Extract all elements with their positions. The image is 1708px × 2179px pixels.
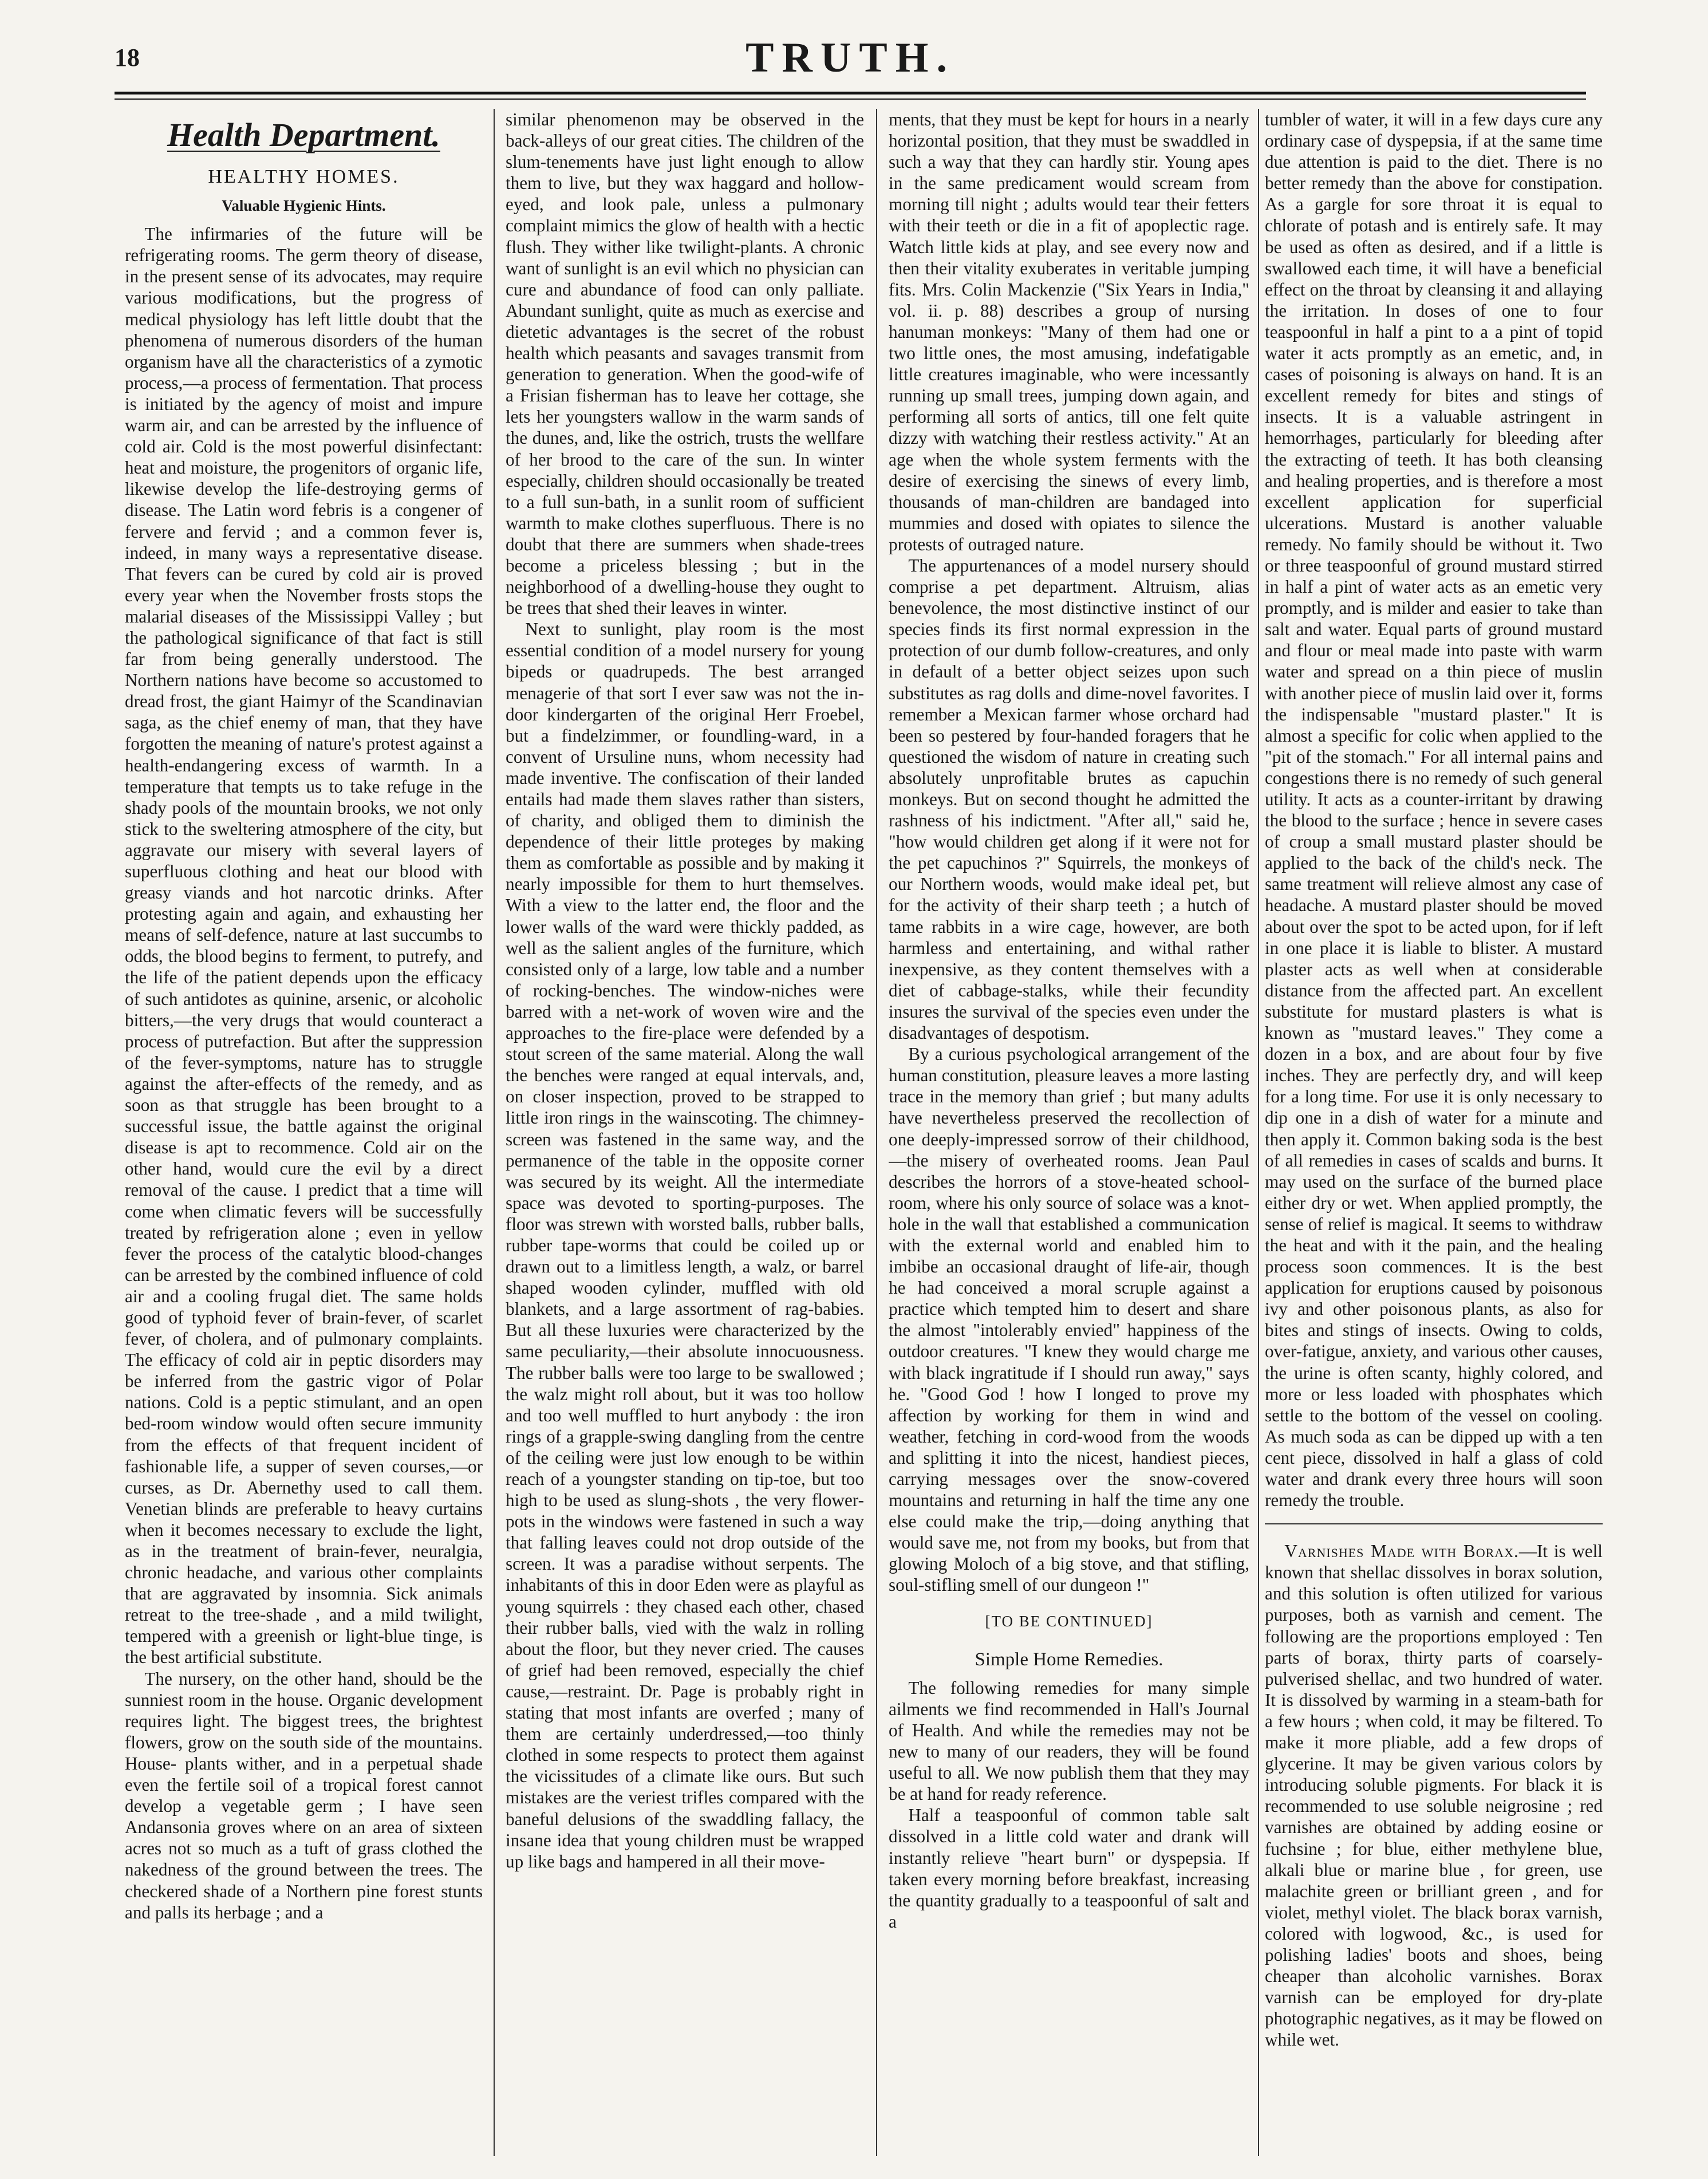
paragraph: The nursery, on the other hand, should be the sunniest room in the house. Organic development requires light. The biggest trees, the brightest flowers, grow on the south side of the mountains. House- plants wither, and in a perpetual shade even the fertile soil of a tropical forest cannot develop a vegetable germ ; I have seen Andansonia groves where on an area of sixteen acres not so much as a tuft of grass clothed the nakedness of the ground between the trees. The checkered shade of a Northern pine forest stunts and palls its herbage ; and a <box>125 1668 483 1922</box>
column-4 <box>1265 109 1603 2145</box>
paragraph-body: —It is well known that shellac dissolves in borax solution, and this solution is often utilized for various purposes, both as varnish and cement. The following are the proportions employed : Ten parts of borax, thirty parts of coarsely-pulverised shellac, and two hundred of water. It is dissolved by warming in a steam-bath for a few hours ; when cold, it may be filtered. To make it more pliable, add a few drops of glycerine. It may be given various colors by introducing soluble pigments. For black it is recommended to use soluble neigrosine ; red varnishes are obtained by adding eosine or fuchsine ; for blue, either methylene blue, alkali blue or marine blue , for green, use malachite green or brilliant green , and for violet, methyl violet. The black borax varnish, colored with logwood, &c., is used for polishing ladies' boots and shoes, being cheaper than alcoholic varnishes. Borax varnish can be employed for dry-plate photographic negatives, as it may be flowed on while wet. <box>1265 1541 1603 2050</box>
column-divider <box>1258 109 1259 2156</box>
paragraph: tumbler of water, it will in a few days cure any ordinary case of dyspepsia, if at the same time due attention is paid to the diet. There is no better remedy than the above for constipation. As a gargle for sore throat it is equal to chlorate of potash and is entirely safe. It may be used as often as desired, and if a little is swallowed each time, it will have a beneficial effect on the throat by cleansing it and allaying the irritation. In doses of one to four teaspoonful in half a pint to a a pint of topid water it acts promptly as an emetic, and, in cases of poisoning is always on hand. It is an excellent remedy for bites and stings of insects. It is a valuable astringent in hemorrhages, particularly for bleeding after the extracting of teeth. It has both cleansing and healing properties, and is therefore a most excellent application for superficial ulcerations. Mustard is another valuable remedy. No family should be without it. Two or three teaspoonful of ground mustard stirred in half a pint of water acts as an emetic very promptly, and is milder and easier to take than salt and water. Equal parts of ground mustard and flour or meal made into paste with warm water and spread on a thin piece of muslin with another piece of muslin laid over it, forms the indispensable "mustard plaster." It is almost a specific for colic when applied to the "pit of the stomach." For all internal pains and congestions there is no remedy of such general utility. It acts as a counter-irritant by drawing the blood to the surface ; hence in severe cases of croup a small mustard plaster should be applied to the back of the child's neck. The same treatment will relieve almost any case of headache. A mustard plaster should be moved about over the spot to be acted upon, for if left in one place it is liable to blister. A mustard plaster acts as well when at considerable distance from the affected part. An excellent substitute for mustard plasters is what is known as "mustard leaves." They come a dozen in a box, and are about four by five inches. They are perfectly dry, and will keep for a long time. For use it is only necessary to dip one in a dish of water for a minute and then apply it. Common baking soda is the best of all remedies in cases of scalds and burns. It may used on the surface of the burned place either dry or wet. When applied promptly, the sense of relief is magical. It seems to withdraw the heat and with it the pain, and the healing process soon commences. It is the best application for eruptions caused by poisonous ivy and other poisonous plants, as also for bites and stings of insects. Owing to colds, over-fatigue, anxiety, and various other causes, the urine is often scanty, highly colored, and more or less loaded with phosphates which settle to the bottom of the vessel on cooling. As much soda as can be dipped up with a ten cent piece, dissolved in half a glass of cold water and drank every three hours will soon remedy the trouble. <box>1265 109 1603 1511</box>
paragraph: By a curious psychological arrangement of the human constitution, pleasure leaves a more lasting trace in the memory than grief ; but many adults have nevertheless preserved the recollection of one deeply-impressed sorrow of their childhood,—the misery of overheated rooms. Jean Paul describes the horrors of a stove-heated school-room, where his only source of solace was a knot-hole in the wall that established a communication with the external world and enabled him to imbibe an occasional draught of life-air, though he had conceived a moral scruple against a practice which tempted him to desert and share the almost "intolerably envied" happiness of the outdoor creatures. "I knew they would charge me with black ingratitude if I should run away," says he. "Good God ! how I longed to prove my affection by working for them in wind and weather, fetching in cord-wood from the woods and splitting it into the nicest, handiest pieces, carrying messages over the snow-covered mountains and returning in half the time any one else could make the trip,—doing anything that would save me, not from my books, but from that glowing Moloch of a big stove, and that stifling, soul-stifling smell of our dungeon !" <box>889 1044 1249 1595</box>
paragraph: ments, that they must be kept for hours in a nearly horizontal position, that they must be swaddled in such a way that they can hardly stir. Young apes in the same predicament would scream from morning till night ; adults would tear their fetters with their teeth or die in a fit of apoplectic rage. Watch little kids at play, and see every now and then their vitality exuberates in veritable jumping fits. Mrs. Colin Mackenzie ("Six Years in India," vol. ii. p. 88) describes a group of nursing hanuman monkeys: "Many of them had one or two little ones, the most amusing, indefatigable little creatures imaginable, who were incessantly running up small trees, jumping down again, and performing all sorts of antics, till one felt quite dizzy with watching their restless activity." At an age when the whole system ferments with the desire of exercising the sinews of every limb, thousands of man-children are bandaged into mummies and dosed with opiates to silence the protests of outraged nature. <box>889 109 1249 554</box>
column-2 <box>506 109 864 2145</box>
paragraph-varnishes <box>1265 1540 1603 2050</box>
paragraph: The following remedies for many simple ailments we find recommended in Hall's Journal of Health. And while the remedies may not be new to many of our readers, they will be found useful to all. We now publish them that they may be at hand for ready reference. <box>889 1677 1249 1804</box>
page-header <box>115 31 1586 86</box>
header-rule <box>115 92 1586 94</box>
masthead-title: TRUTH. <box>745 34 955 81</box>
header-rule-thin <box>115 98 1586 100</box>
section-divider <box>1265 1523 1603 1524</box>
column-divider <box>494 109 495 2156</box>
article-title: HEALTHY HOMES. <box>208 166 400 187</box>
column-3 <box>889 109 1249 2145</box>
to-be-continued-note: [TO BE CONTINUED] <box>985 1612 1153 1630</box>
article-subtitle: Valuable Hygienic Hints. <box>222 197 386 215</box>
page-number: 18 <box>115 44 140 72</box>
department-heading: Health Department. <box>167 116 440 153</box>
paragraph: The appurtenances of a model nursery should comprise a pet department. Altruism, alias benevolence, the most distinctive instinct of our species finds its first normal expression in the protection of our dumb follow-creatures, and only in default of a better object seizes upon such substitutes as rag dolls and dime-novel favorites. I remember a Mexican farmer whose orchard had been so pestered by four-handed foragers that he questioned the wisdom of nature in creating such absolutely unprofitable brutes as capuchin monkeys. But on second thought he admitted the rashness of his indictment. "After all," said he, "how would children get along if it were not for the pet capuchinos ?" Squirrels, the monkeys of our Northern woods, would make ideal pet, but for the activity of their sharp teeth ; a hutch of tame rabbits in a wire cage, however, are both harmless and entertaining, and withal rather inexpensive, as they content themselves with a diet of cabbage-stalks, while their fecundity insures the survival of the species even under the disadvantages of despotism. <box>889 555 1249 1043</box>
paragraph: similar phenomenon may be observed in the back-alleys of our great cities. The children of the slum-tenements have just light enough to allow them to live, but they wax haggard and hollow-eyed, and look pale, unless a pulmonary complaint mimics the glow of health with a hectic flush. They wither like twilight-plants. A chronic want of sunlight is an evil which no physician can cure and abundance of food can only palliate. Abundant sunlight, quite as much as exercise and dietetic advantages is the secret of the robust health which peasants and savages transmit from generation to generation. When the good-wife of a Frisian fisherman has to leave her cottage, she lets her youngsters wallow in the warm sands of the dunes, and, like the ostrich, trusts the wellfare of her brood to the care of the sun. In winter especially, children should occasionally be treated to a full sun-bath, in a sunlit room of sufficient warmth to make clothes superfluous. There is no doubt that there are summers when shade-trees become a priceless blessing ; but in the neighborhood of a dwelling-house they ought to be trees that shed their leaves in winter. <box>506 109 864 618</box>
paragraph: Next to sunlight, play room is the most essential condition of a model nursery for young bipeds or quadrupeds. The best arranged menagerie of that sort I ever saw was not the in-door kindergarten of the original Herr Froebel, but a findelzimmer, or foundling-ward, in a convent of Ursuline nuns, whom necessity had made inventive. The confiscation of their landed entails had made them slaves rather than sisters, of charity, and obliged them to diminish the dependence of their little proteges by making them as comfortable as possible and by making it nearly impossible for them to hurt themselves. With a view to the latter end, the floor and the lower walls of the ward were thickly padded, as well as the salient angles of the furniture, which consisted only of a large, low table and a number of rocking-benches. The window-niches were barred with a net-work of woven wire and the approaches to the fire-place were defended by a stout screen of the same material. Along the wall the benches were ranged at equal intervals, and, on closer inspection, proved to be strapped to little iron rings in the wainscoting. The chimney-screen was fastened in the same way, and the permanence of the table in the opposite corner was secured by its weight. All the intermediate space was devoted to sporting-purposes. The floor was strewn with worsted balls, rubber balls, rubber tape-worms that could be coiled up or drawn out to a limitless length, a walz, or barrel shaped wooden cylinder, muffled with old blankets, and a large assortment of rag-babies. But all these luxuries were characterized by the same peculiarity,—their absolute innocuousness. The rubber balls were too large to be swallowed ; the walz might roll about, but it was too hollow and too well muffled to hurt anybody : the iron rings of a grapple-swing dangling from the centre of the ceiling were just low enough to be within reach of a youngster standing on tip-toe, but too high to be used as slung-shots , the very flower-pots in the windows were fastened in such a way that falling leaves could not drop outside of the screen. It was a paradise without serpents. The inhabitants of this in door Eden were as playful as young squirrels : they chased each other, chased their rubber balls, vied with the walz in rolling about the floor, but they never cried. The causes of grief had been removed, especially the chief cause,—restraint. Dr. Page is probably right in stating that most infants are overfed ; many of them are certainly underdressed,—too thinly clothed in some respects to protect them against the vicissitudes of a climate like ours. But such mistakes are the veriest trifles compared with the baneful delusions of the swaddling fallacy, the insane idea that young children must be wrapped up like bags and hampered in all their move- <box>506 619 864 1871</box>
column-divider <box>876 109 877 2156</box>
section-title: Simple Home Remedies. <box>975 1649 1163 1670</box>
run-in-heading: Varnishes Made with Borax. <box>1284 1541 1519 1562</box>
paragraph: The infirmaries of the future will be refrigerating rooms. The germ theory of disease, in the present sense of its advocates, may require various modifications, but the progress of medical physiology has left little doubt that the phenomena of numerous disorders of the human organism have all the characteristics of a zymotic process,—a process of fermentation. That process is initiated by the agency of moist and impure warm air, and can be arrested by the influence of cold air. Cold is the most powerful disinfectant: heat and moisture, the progenitors of organic life, likewise develop the life-destroying germs of disease. The Latin word febris is a congener of fervere and fervid ; and a common fever is, indeed, in many ways a representative disease. That fevers can be cured by cold air is proved every year when the November frosts stops the malarial diseases of the Mississippi Valley ; but the pathological significance of that fact is still far from being generally understood. The Northern nations have become so accustomed to dread frost, the giant Haimyr of the Scandinavian saga, as the chief enemy of man, that they have forgotten the meaning of nature's protest against a health-endangering excess of warmth. In a temperature that tempts us to take refuge in the shady pools of the mountain brooks, we not only stick to the sweltering atmosphere of the city, but aggravate our misery with several layers of superfluous clothing and heat our blood with greasy viands and hot narcotic drinks. After protesting again and again, and exhausting her means of self-defence, nature at last succumbs to odds, the blood begins to ferment, to putrefy, and the life of the patient depends upon the efficacy of such antidotes as quinine, arsenic, or alcoholic bitters,—the very drugs that would counteract a process of putrefaction. But after the suppression of the fever-symptoms, nature has to struggle against the after-effects of the remedy, and as soon as that struggle has been brought to a successful issue, the battle against the original disease is apt to recommence. Cold air on the other hand, would cure the evil by a direct removal of the cause. I predict that a time will come when climatic fevers will be successfully treated by refrigeration alone ; even in yellow fever the process of the catalytic blood-changes can be arrested by the combined influence of cold air and a cooling frugal diet. The same holds good of typhoid fever of brain-fever, of scarlet fever, of cholera, and of pulmonary complaints. The efficacy of cold air in peptic disorders may be inferred from the gastric vigor of Polar nations. Cold is a peptic stimulant, and an open bed-room window would often secure immunity from the effects of that frequent incident of fashionable life, a supper of seven courses,—or curses, as Dr. Abernethy used to call them. Venetian blinds are preferable to heavy curtains when it becomes necessary to exclude the light, as in the treatment of brain-fever, neuralgia, chronic headache, and various other complaints that are aggravated by insomnia. Sick animals retreat to the tree-shade , and a mild twilight, tempered with a greenish or light-blue tinge, is the best artificial substitute. <box>125 224 483 1668</box>
column-1 <box>125 109 483 2145</box>
paragraph: Half a teaspoonful of common table salt dissolved in a little cold water and drank will instantly relieve "heart burn" or dyspepsia. If taken every morning before breakfast, increasing the quantity gradually to a teaspoonful of salt and a <box>889 1805 1249 1932</box>
